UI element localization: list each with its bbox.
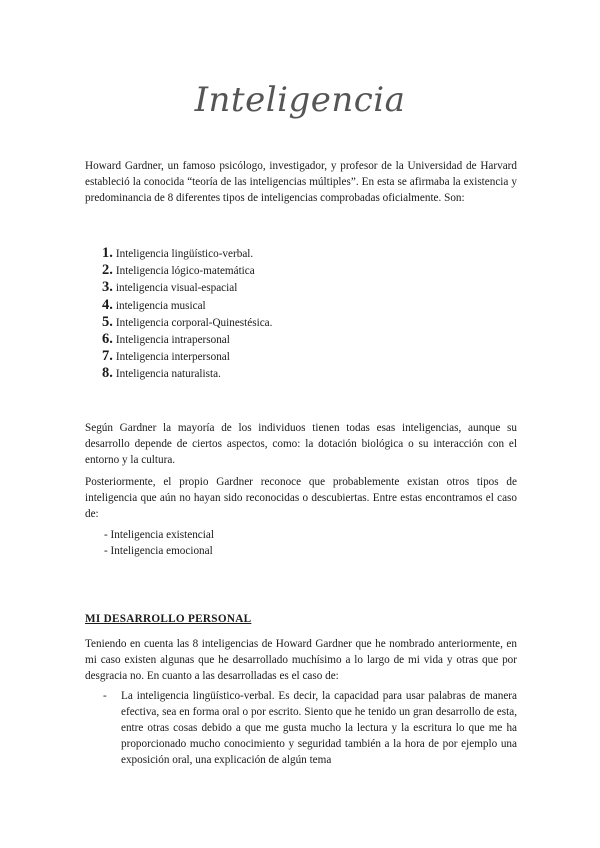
bullet-text: La inteligencia lingüístico-verbal. Es decir, la capacidad para usar palabras de manera efectiva, sea en forma oral o por escrito. Siento que he tenido un gran desarrollo de esta, entre otras cosas debido a que me gusta mucho la lectura y la escritura lo que me ha proporcionado mucho conocimiento y seguridad también a la hora de por ejemplo una exposición oral, una explicación de algún tema bbox=[121, 690, 517, 766]
list-number: 7. bbox=[102, 348, 113, 365]
list-label: Inteligencia naturalista. bbox=[115, 368, 221, 381]
list-number: 3. bbox=[102, 279, 113, 296]
list-item bbox=[102, 348, 272, 365]
list-number: 8. bbox=[102, 365, 113, 382]
list-item bbox=[102, 365, 272, 382]
list-label: Inteligencia interpersonal bbox=[115, 351, 230, 364]
list-label: Inteligencia lingüístico-verbal. bbox=[115, 248, 254, 260]
other-intelligences-list bbox=[104, 527, 214, 559]
list-label: inteligencia musical bbox=[115, 299, 206, 312]
list-number: 1. bbox=[102, 245, 113, 261]
other-types-paragraph: Posteriormente, el propio Gardner reconoce que probablemente existan otros tipos de inteligencia que aún no hayan sido reconocidas o descubiertas. Entre estas encontramos el caso de: bbox=[85, 476, 517, 520]
list-label: Inteligencia intrapersonal bbox=[115, 333, 230, 346]
section-heading: MI DESARROLLO PERSONAL bbox=[85, 613, 252, 625]
list-item bbox=[102, 245, 272, 262]
intro-paragraph: Howard Gardner, un famoso psicólogo, investigador, y profesor de la Universidad de Harvard estableció la conocida “teoría de las inteligencias múltiples”. En esta se afirmaba la existencia y predominancia de 8 diferentes tipos de inteligencias comprobadas oficialmente. Son: bbox=[85, 160, 517, 204]
list-number: 5. bbox=[102, 313, 113, 330]
list-number: 4. bbox=[102, 296, 113, 313]
bullet-dash: - bbox=[103, 690, 107, 702]
list-item bbox=[102, 279, 272, 296]
list-label: Inteligencia lógico-matemática bbox=[115, 265, 255, 278]
bullet-item bbox=[103, 688, 517, 768]
list-label: inteligencia visual-espacial bbox=[115, 282, 238, 295]
list-item: - Inteligencia existencial bbox=[104, 529, 214, 541]
list-item: - Inteligencia emocional bbox=[104, 545, 213, 557]
list-number: 2. bbox=[102, 262, 113, 279]
list-item bbox=[102, 314, 272, 331]
list-item bbox=[102, 262, 272, 279]
intelligences-list bbox=[102, 245, 272, 383]
list-item bbox=[102, 331, 272, 348]
gardner-paragraph: Según Gardner la mayoría de los individuos tienen todas esas inteligencias, aunque su desarrollo depende de ciertos aspectos, como: la dotación biológica o su interacción con el entorno y la cultura. bbox=[85, 422, 517, 466]
page-title: Inteligencia bbox=[194, 80, 406, 120]
list-number: 6. bbox=[102, 330, 113, 347]
list-label: Inteligencia corporal-Quinestésica. bbox=[115, 316, 273, 329]
list-item bbox=[102, 297, 272, 314]
personal-paragraph: Teniendo en cuenta las 8 inteligencias de Howard Gardner que he nombrado anteriormente, en mi caso existen algunas que he desarrollado muchísimo a lo largo de mi vida y otras que por desgracia no. En cuanto a las desarrolladas es el caso de: bbox=[85, 638, 517, 682]
